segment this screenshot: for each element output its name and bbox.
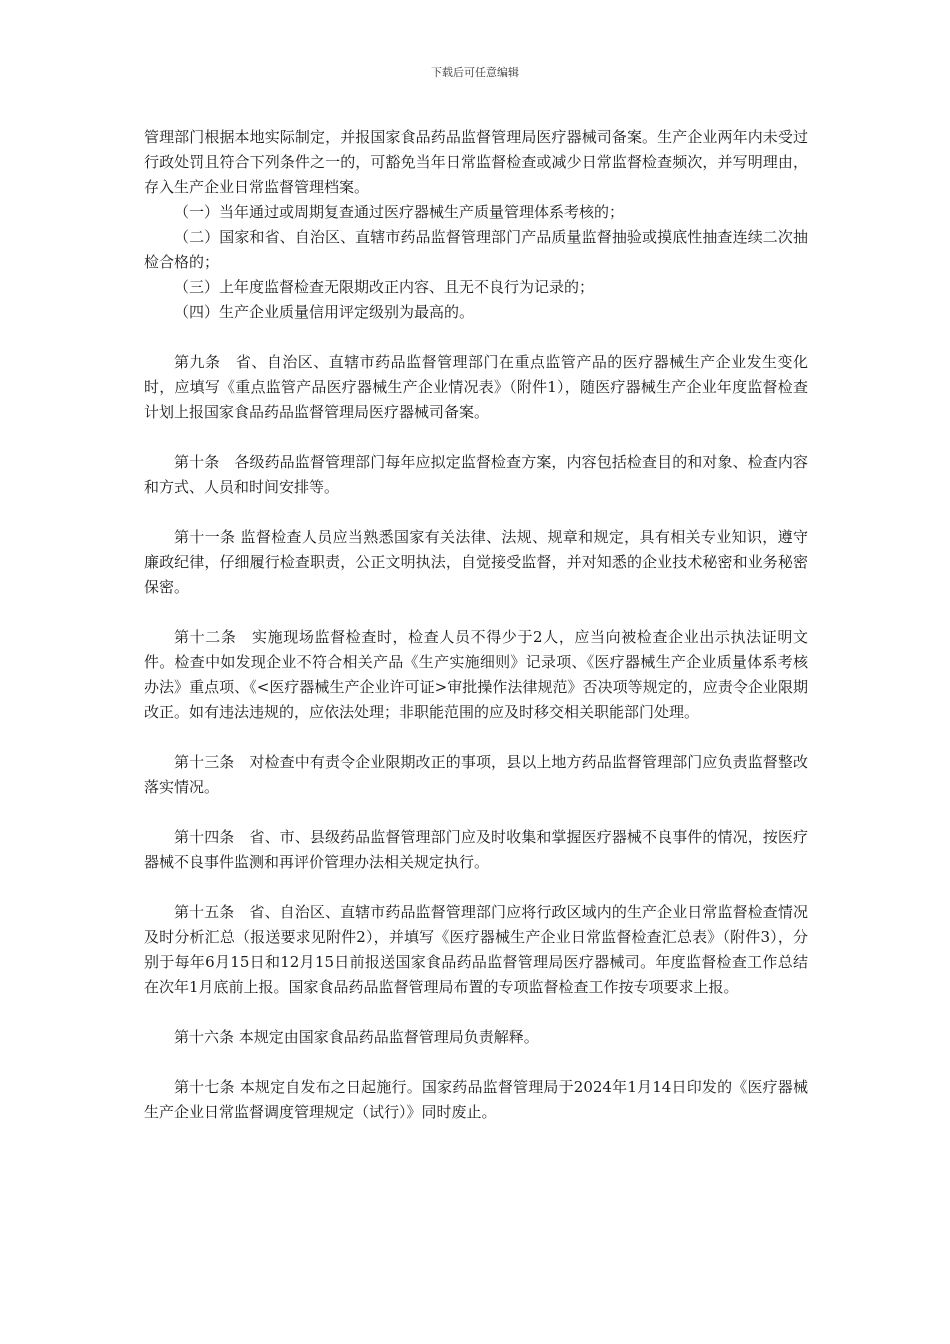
- document-body: [144, 125, 808, 1125]
- list-item-2: （二）国家和省、自治区、直辖市药品监督管理部门产品质量监督抽验或摸底性抽查连续二次抽检合格的；: [144, 228, 808, 271]
- article-16: 第十六条 本规定由国家食品药品监督管理局负责解释。: [174, 1028, 539, 1046]
- article-10: 第十条 各级药品监督管理部门每年应拟定监督检查方案，内容包括检查目的和对象、检查内容和方式、人员和时间安排等。: [144, 453, 808, 496]
- header-note: 下载后可任意编辑: [431, 66, 519, 79]
- paragraph-continuation: 管理部门根据本地实际制定，并报国家食品药品监督管理局医疗器械司备案。生产企业两年内未受过行政处罚且符合下列条件之一的，可豁免当年日常监督检查或减少日常监督检查频次，并写明理由，存入生产企业日常监督管理档案。: [144, 128, 808, 196]
- article-15: 第十五条 省、自治区、直辖市药品监督管理部门应将行政区域内的生产企业日常监督检查情况及时分析汇总（报送要求见附件2），并填写《医疗器械生产企业日常监督检查汇总表》（附件3），分别于每年6月15日和12月15日前报送国家食品药品监督管理局医疗器械司。年度监督检查工作总结在次年1月底前上报。国家食品药品监督管理局布置的专项监督检查工作按专项要求上报。: [144, 903, 808, 996]
- article-13: 第十三条 对检查中有责令企业限期改正的事项，县以上地方药品监督管理部门应负责监督整改落实情况。: [144, 753, 808, 796]
- list-item-3: （三）上年度监督检查无限期改正内容、且无不良行为记录的；: [174, 278, 595, 296]
- article-9: 第九条 省、自治区、直辖市药品监督管理部门在重点监管产品的医疗器械生产企业发生变化时，应填写《重点监管产品医疗器械生产企业情况表》（附件1），随医疗器械生产企业年度监督检查计划上报国家食品药品监督管理局医疗器械司备案。: [144, 353, 808, 421]
- list-item-1: （一）当年通过或周期复查通过医疗器械生产质量管理体系考核的；: [174, 203, 625, 221]
- list-item-4: （四）生产企业质量信用评定级别为最高的。: [174, 303, 475, 321]
- article-11: 第十一条 监督检查人员应当熟悉国家有关法律、法规、规章和规定，具有相关专业知识，遵守廉政纪律，仔细履行检查职责，公正文明执法，自觉接受监督，并对知悉的企业技术秘密和业务秘密保密。: [144, 528, 808, 596]
- article-12: 第十二条 实施现场监督检查时，检查人员不得少于2人，应当向被检查企业出示执法证明文件。检查中如发现企业不符合相关产品《生产实施细则》记录项、《医疗器械生产企业质量体系考核办法》重点项、《<医疗器械生产企业许可证>审批操作法律规范》否决项等规定的，应责令企业限期改正。如有违法违规的，应依法处理；非职能范围的应及时移交相关职能部门处理。: [144, 628, 808, 721]
- article-14: 第十四条 省、市、县级药品监督管理部门应及时收集和掌握医疗器械不良事件的情况，按医疗器械不良事件监测和再评价管理办法相关规定执行。: [144, 828, 808, 871]
- article-17: 第十七条 本规定自发布之日起施行。国家药品监督管理局于2024年1月14日印发的《医疗器械生产企业日常监督调度管理规定（试行）》同时废止。: [144, 1078, 808, 1121]
